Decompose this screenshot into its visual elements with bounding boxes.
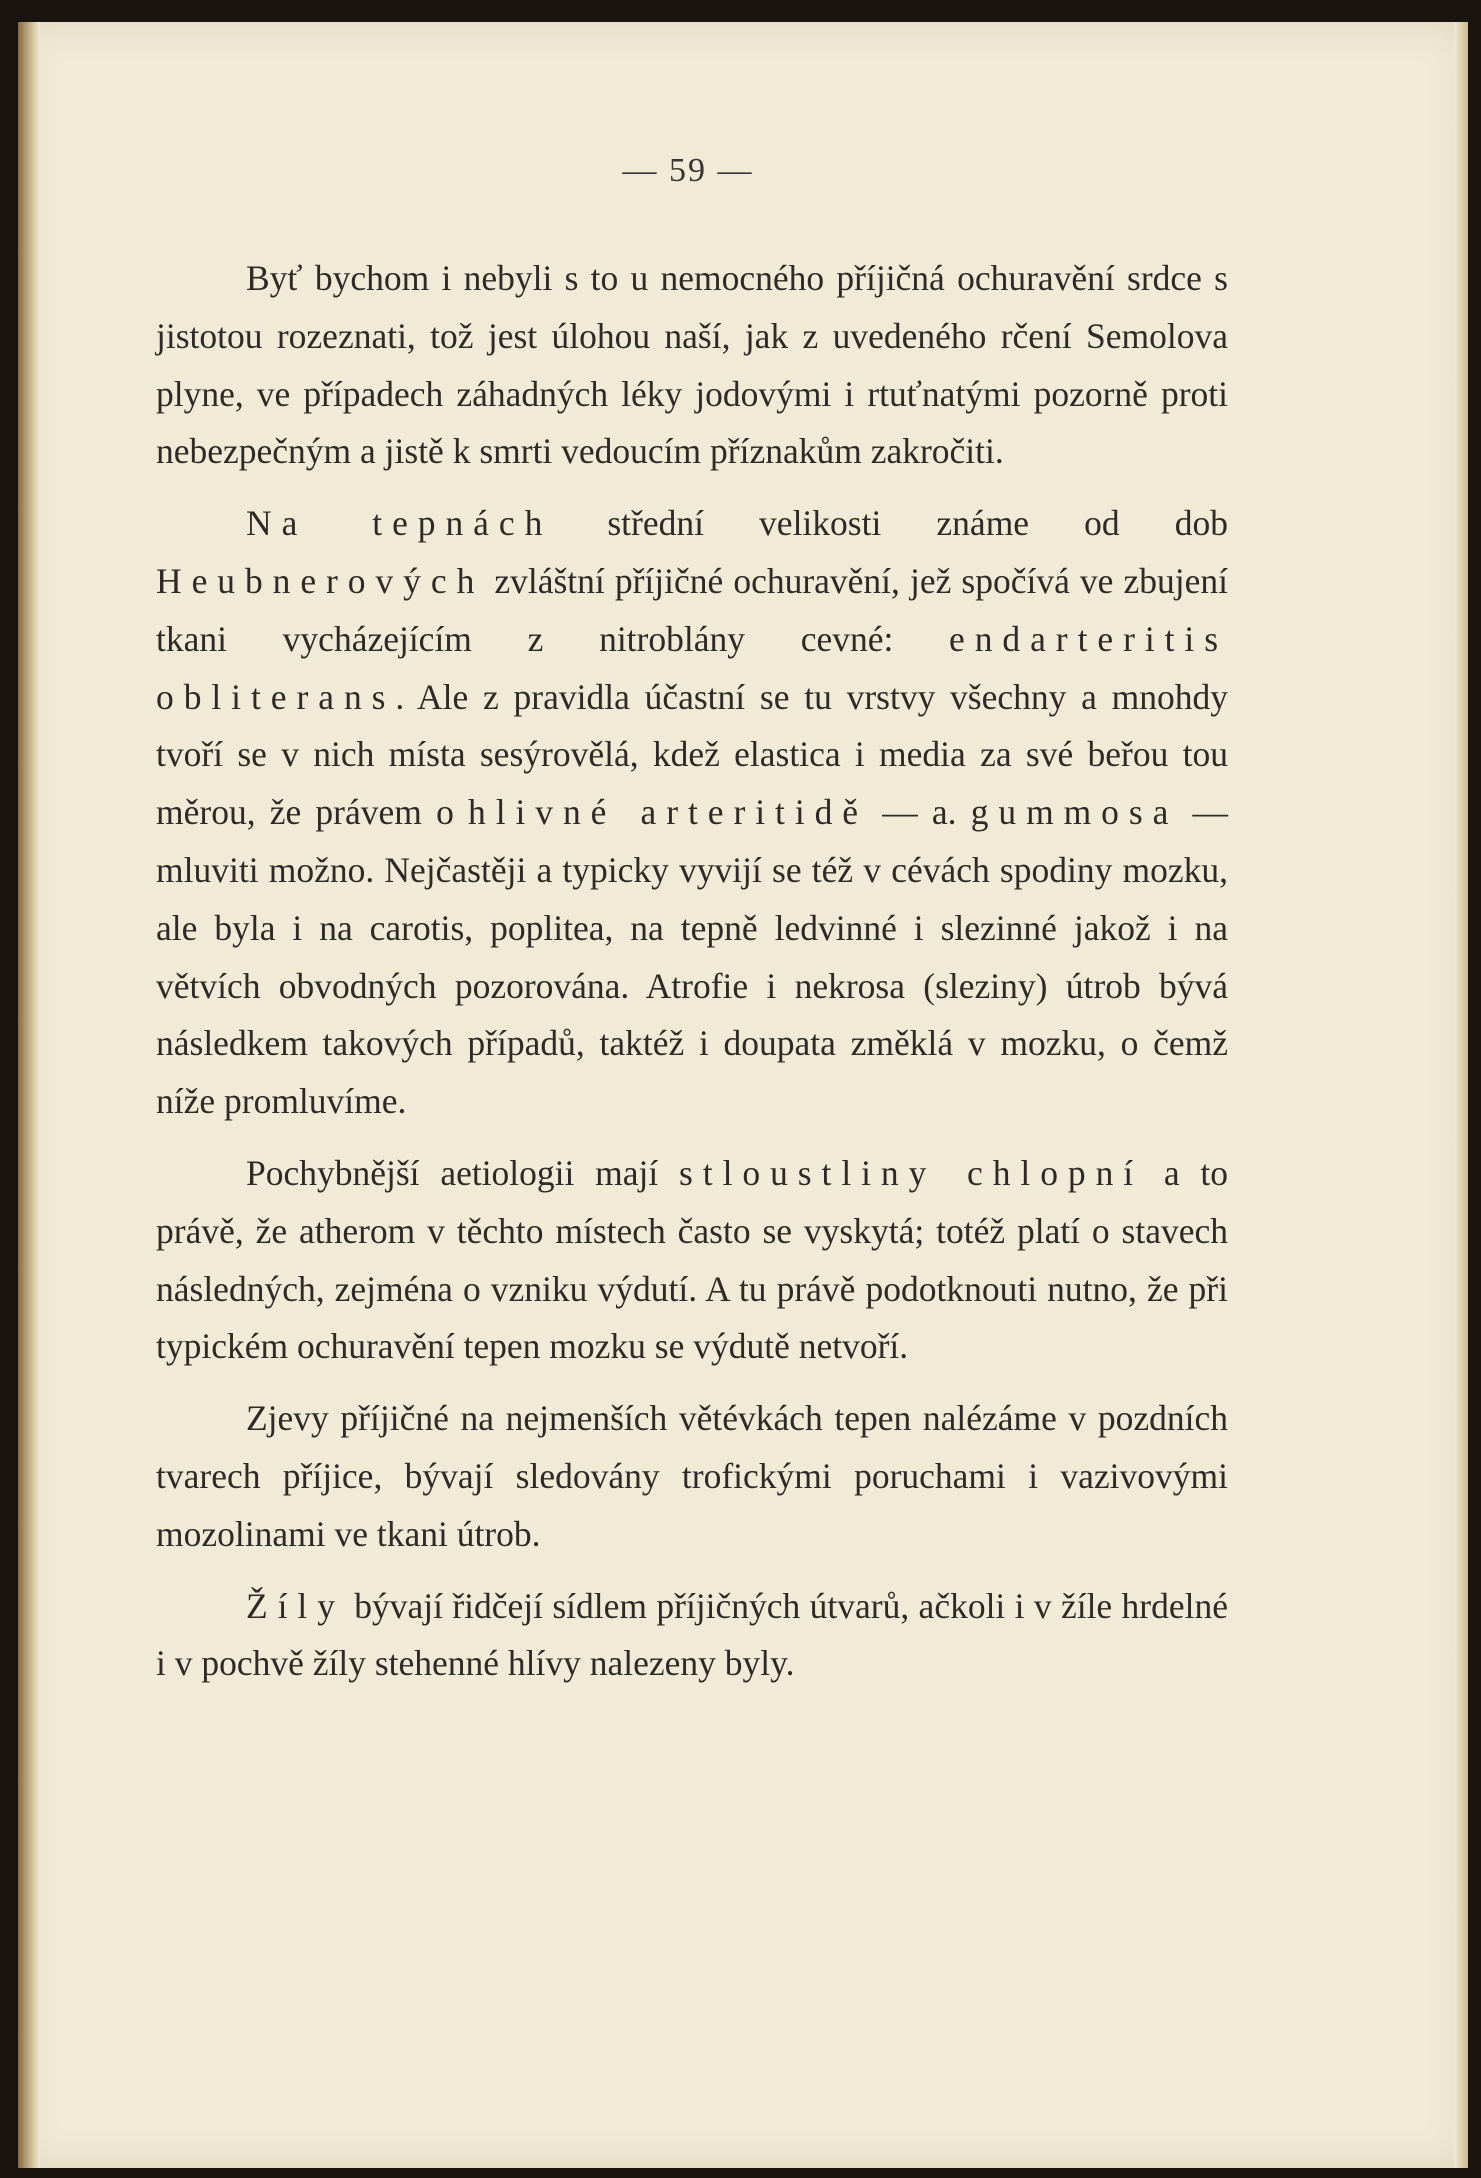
- paragraph: [156, 1578, 1228, 1694]
- page-number: — 59 —: [622, 152, 754, 189]
- text-run: zvláštní příjičné ochuravění, jež spočívá ve zbujení tkani vycházejícím z nitroblány cevné:: [156, 560, 1228, 659]
- spaced-emphasis: stloustliny chlopní: [679, 1152, 1144, 1193]
- text-run: bývají řidčejí sídlem příjičných útvarů, ačkoli i v žíle hrdelné i v pochvě žíly stehenné hlívy nalezeny byly.: [156, 1585, 1228, 1684]
- paragraph: [156, 495, 1228, 1131]
- body-text: [156, 250, 1228, 1707]
- text-run: Pochybnější aetiologii mají: [246, 1152, 680, 1193]
- spaced-emphasis: Žíly: [246, 1585, 345, 1626]
- page-spine-shadow: [18, 22, 40, 2168]
- paragraph: [156, 250, 1228, 481]
- spaced-emphasis: Na tepnách: [246, 503, 553, 544]
- text-run: střední velikosti známe od dob: [552, 503, 1228, 544]
- text-run: Byť bychom i nebyli s to u nemocného příjičná ochuravění srdce s jistotou rozeznati, tož jest úlohou naší, jak z uvedeného rčení Semolova plyne, ve případech záhadných léky jodovými i rtuťnatými pozorně proti nebezpečným a jistě k smrti vedoucím příznakům zakročiti.: [156, 258, 1228, 472]
- spaced-emphasis: Heubnerových: [156, 560, 485, 601]
- spaced-emphasis: endarteritis obliterans: [156, 618, 1228, 717]
- paragraph: [156, 1145, 1228, 1376]
- spaced-emphasis: hlivné arteritidě: [468, 792, 869, 833]
- paragraph: [156, 1390, 1228, 1563]
- text-run: — mluviti možno. Nejčastěji a typicky vyvijí se též v cévách spodiny mozku, ale byla i na carotis, poplitea, na tepně ledvinné i slezinné jakož i na větvích obvodných pozorována. Atrofie i nekrosa (sleziny) útrob bývá následkem takových případů, taktéž i doupata změklá v mozku, o čemž níže promluvíme.: [156, 792, 1229, 1122]
- page-edge: [1454, 22, 1468, 2168]
- text-run: . Ale z pravidla účastní se tu vrstvy všechny a mnohdy tvoří se v nich místa sesýrovělá, kdež elastica i media za své beřou tou měrou, že právem o: [156, 676, 1228, 833]
- text-run: — a.: [868, 792, 971, 833]
- book-page: [18, 22, 1468, 2168]
- text-run: a to právě, že atherom v těchto místech často se vyskytá; totéž platí o stavech následných, zejména o vzniku výdutí. A tu právě podotknouti nutno, že při typickém ochuravění tepen mozku se výdutě netvoří.: [156, 1152, 1228, 1367]
- text-run: Zjevy příjičné na nejmenších větévkách tepen nalézáme v pozdních tvarech příjice, bývají sledovány trofickými poruchami i vazivovými mozolinami ve tkani útrob.: [156, 1398, 1228, 1554]
- spaced-emphasis: gummosa: [970, 792, 1179, 833]
